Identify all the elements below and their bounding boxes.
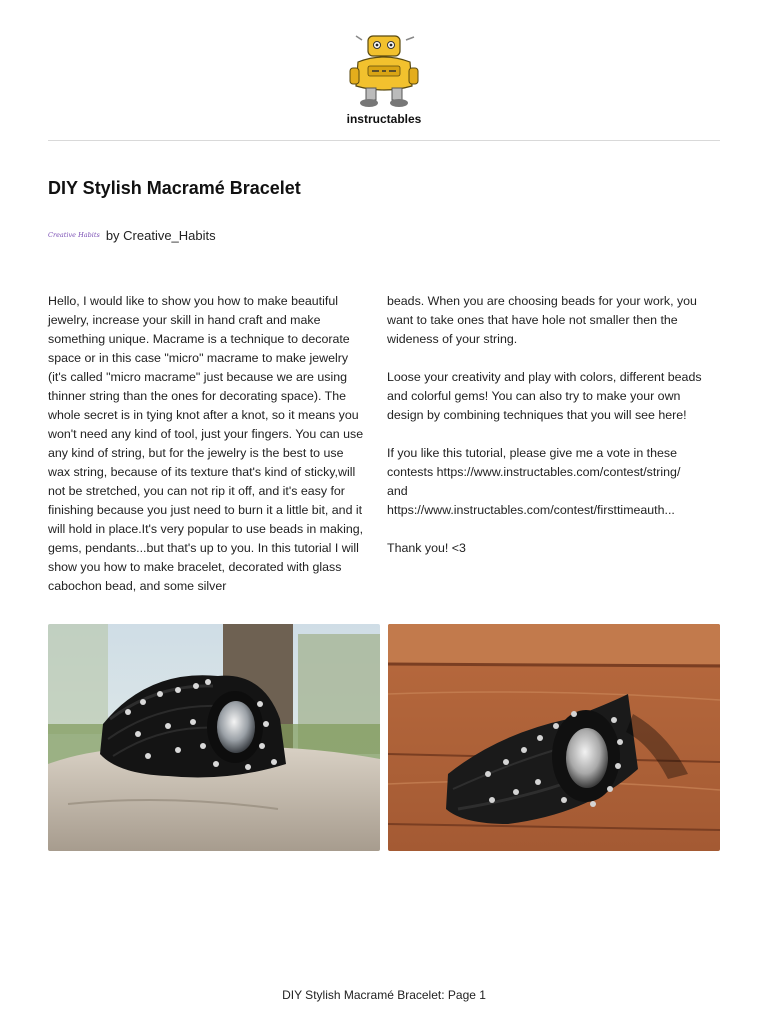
header-divider <box>48 140 720 141</box>
intro-column-right <box>387 292 707 577</box>
vote-and: and <box>387 484 408 498</box>
bracelet-photo-wood <box>388 624 720 851</box>
contest-link-string[interactable]: https://www.instructables.com/contest/string/ <box>436 465 681 479</box>
page-title: DIY Stylish Macramé Bracelet <box>48 178 301 198</box>
author-byline <box>48 226 216 244</box>
instructables-robot-icon[interactable] <box>344 28 424 112</box>
intro-paragraph: Hello, I would like to show you how to make beautiful jewelry, increase your skill in hand craft and make something unique. Macrame is a technique to decorate space or in this case "micro" macrame to make jewelry (it's called "micro macrame" just because we are using thinner string than the ones for decorating space). The whole secret is in tying knot after a knot, so it means you won't need any kind of tool, just your fingers. You can use any kind of string, but for the jewelry is the best to use wax string, because of its texture that's kind of sticky,will not be stretched, you can not rip it off, and it's easy for finishing because you just need to burn it a little bit, and it will hold in place.It's very popular to use beads in making, gems, pendants...but that's up to you. In this tutorial I will show you how to make bracelet, decorated with glass cabochon bead, and some silver <box>48 294 364 593</box>
bracelet-photo-rock <box>48 624 380 851</box>
intro-column-left <box>48 292 368 596</box>
thanks-paragraph: Thank you! <3 <box>387 541 466 555</box>
contest-link-firsttime[interactable]: https://www.instructables.com/contest/firsttimeauth... <box>387 503 675 517</box>
creativity-paragraph: Loose your creativity and play with colors, different beads and colorful gems! You can also try to make your own design by combining techniques that you will see here! <box>387 370 702 422</box>
vote-text: If you like this tutorial, please give me a vote in these contests <box>387 446 677 479</box>
beads-paragraph: beads. When you are choosing beads for your work, you want to take ones that have hole not smaller then the wideness of your string. <box>387 294 697 346</box>
author-name[interactable]: by Creative_Habits <box>105 227 216 243</box>
vote-paragraph <box>387 444 707 520</box>
author-logo[interactable]: Creative Habits <box>48 231 100 239</box>
site-header <box>0 28 768 126</box>
brand-name[interactable]: instructables <box>346 112 422 126</box>
page-footer: DIY Stylish Macramé Bracelet: Page 1 <box>282 988 486 1002</box>
